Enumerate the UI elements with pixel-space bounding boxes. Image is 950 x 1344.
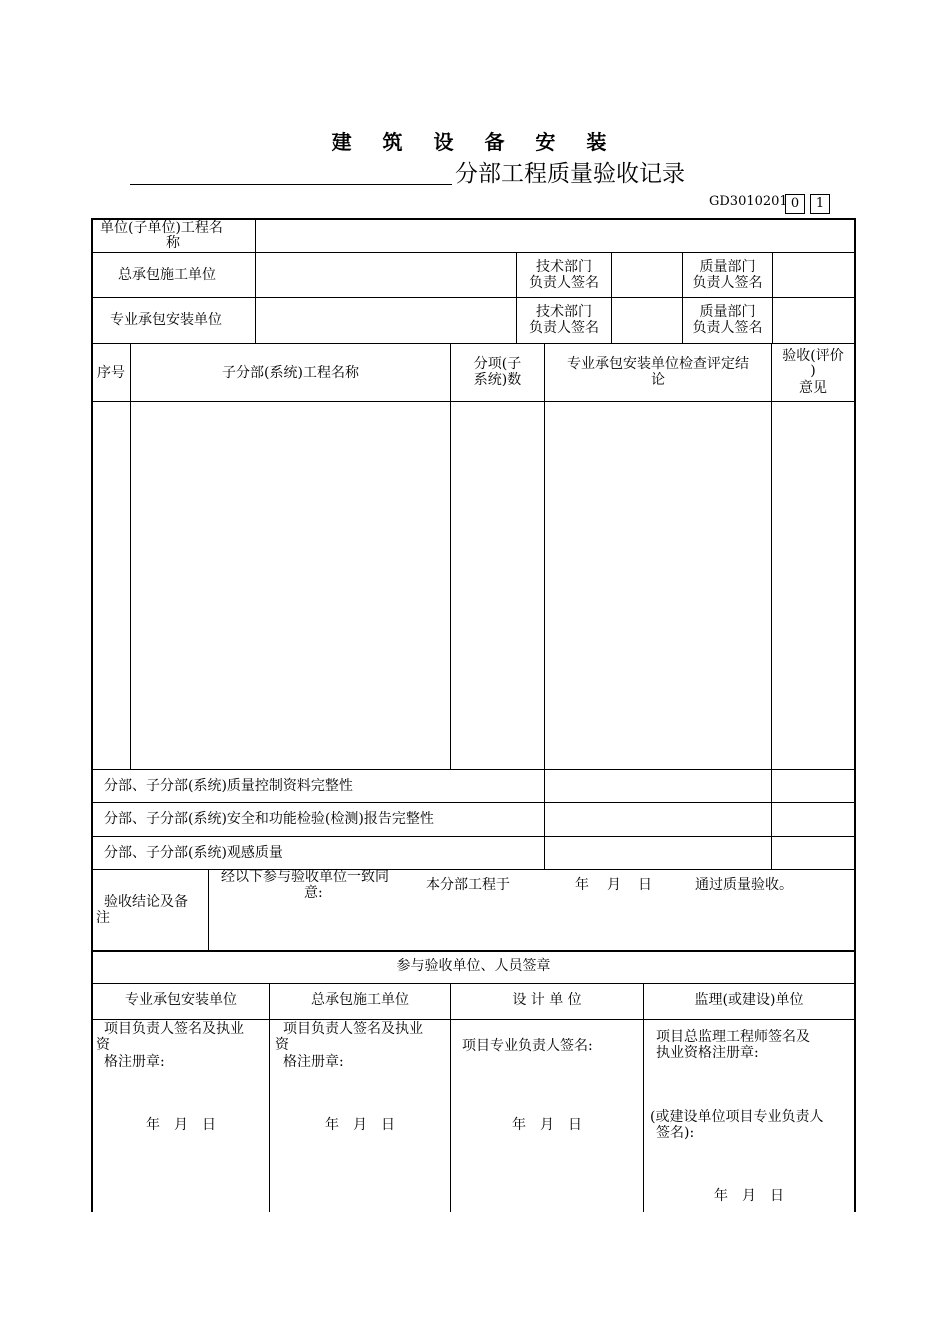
owner-sign-text-cont: 签名): bbox=[656, 1125, 695, 1141]
general-sign-text-cont2: 格注册章: bbox=[283, 1054, 344, 1070]
row-line bbox=[91, 401, 856, 402]
col-line bbox=[772, 252, 773, 344]
form-code: GD3010201 bbox=[709, 194, 788, 209]
col-title-specialty: 专业承包安装单位 bbox=[125, 992, 237, 1008]
row-line bbox=[91, 252, 856, 253]
specialty-contractor-label: 专业承包安装单位 bbox=[110, 312, 222, 328]
code-box-1: 0 bbox=[785, 194, 805, 214]
specialty-sign-text: 项目负责人签名及执业 bbox=[104, 1021, 244, 1037]
conclusion-text-cont: 意: bbox=[304, 885, 323, 901]
row-line bbox=[91, 297, 856, 298]
col-title-general: 总承包施工单位 bbox=[311, 992, 409, 1008]
row-line bbox=[91, 950, 856, 952]
col-line bbox=[544, 343, 545, 870]
conclusion-year: 年 bbox=[575, 877, 589, 893]
page-title: 分部工程质量验收记录 bbox=[455, 161, 685, 187]
tech-dept-label: 技术部门 bbox=[536, 259, 592, 275]
signature-section-title: 参与验收单位、人员签章 bbox=[396, 958, 551, 974]
conclusion-label: 验收结论及备 bbox=[104, 894, 188, 910]
date-supervision: 年 月 日 bbox=[714, 1188, 784, 1204]
row-line bbox=[91, 1019, 856, 1020]
general-sign-text: 项目负责人签名及执业 bbox=[283, 1021, 423, 1037]
conclusion-text: 经以下参与验收单位一致同 bbox=[221, 869, 389, 885]
col-line bbox=[450, 343, 451, 770]
quality-dept-sign-label: 负责人签名 bbox=[692, 275, 763, 291]
col-line bbox=[611, 252, 612, 344]
check-row-quality-docs: 分部、子分部(系统)质量控制资料完整性 bbox=[104, 778, 353, 794]
row-line bbox=[91, 836, 856, 837]
row-line bbox=[91, 869, 856, 870]
owner-sign-text: (或建设单位项目专业负责人 bbox=[650, 1109, 824, 1125]
col-line bbox=[269, 983, 270, 1212]
col-title-design: 设 计 单 位 bbox=[512, 992, 582, 1008]
supervision-sign-text: 项目总监理工程师签名及 bbox=[656, 1029, 810, 1045]
col-line bbox=[255, 219, 256, 344]
general-sign-text-cont: 资 bbox=[275, 1037, 289, 1053]
col-line bbox=[771, 343, 772, 870]
check-row-appearance: 分部、子分部(系统)观感质量 bbox=[104, 845, 283, 861]
quality-dept-label: 质量部门 bbox=[699, 259, 756, 275]
general-contractor-label: 总承包施工单位 bbox=[118, 267, 216, 283]
conclusion-text-end: 通过质量验收。 bbox=[695, 877, 793, 893]
col-line bbox=[130, 343, 131, 770]
sub-name-header: 子分部(系统)工程名称 bbox=[222, 365, 359, 381]
conclusion-day: 日 bbox=[638, 877, 652, 893]
col-line bbox=[643, 983, 644, 1212]
supervision-sign-text-cont: 执业资格注册章: bbox=[656, 1045, 759, 1061]
date-general: 年 月 日 bbox=[325, 1117, 395, 1133]
title-line-1: 建 筑 设 备 安 装 bbox=[331, 130, 619, 154]
opinion-header-cont2: 意见 bbox=[799, 380, 827, 396]
code-box-2: 1 bbox=[810, 194, 830, 214]
date-design: 年 月 日 bbox=[512, 1117, 582, 1133]
specialty-sign-text-cont2: 格注册章: bbox=[104, 1054, 165, 1070]
opinion-header: 验收(评价 bbox=[782, 348, 844, 364]
unit-name-label: 单位(子单位)工程名 bbox=[100, 220, 223, 236]
row-line bbox=[91, 802, 856, 803]
count-header: 分项(子 bbox=[473, 356, 522, 372]
date-specialty: 年 月 日 bbox=[146, 1117, 216, 1133]
quality-dept-label: 质量部门 bbox=[699, 304, 756, 320]
tech-dept-sign-label: 负责人签名 bbox=[529, 320, 599, 336]
specialty-sign-text-cont: 资 bbox=[96, 1037, 110, 1053]
count-header-cont: 系统)数 bbox=[473, 372, 522, 388]
eval-header-cont: 论 bbox=[651, 372, 665, 388]
row-line bbox=[91, 343, 856, 344]
table-right-border bbox=[854, 218, 856, 1212]
eval-header: 专业承包安装单位检查评定结 bbox=[567, 356, 749, 372]
quality-dept-sign-label: 负责人签名 bbox=[692, 320, 763, 336]
unit-name-label-cont: 称 bbox=[166, 235, 180, 251]
col-line bbox=[208, 869, 209, 951]
row-line bbox=[91, 983, 856, 984]
conclusion-text-date-intro: 本分部工程于 bbox=[426, 877, 510, 893]
tech-dept-sign-label: 负责人签名 bbox=[529, 275, 599, 291]
opinion-header-cont: ) bbox=[810, 363, 816, 379]
conclusion-label-cont: 注 bbox=[96, 910, 110, 926]
row-line bbox=[91, 769, 856, 770]
design-sign-text: 项目专业负责人签名: bbox=[462, 1038, 593, 1054]
conclusion-month: 月 bbox=[607, 877, 621, 893]
tech-dept-label: 技术部门 bbox=[536, 304, 592, 320]
seq-header: 序号 bbox=[97, 365, 125, 381]
check-row-safety-reports: 分部、子分部(系统)安全和功能检验(检测)报告完整性 bbox=[104, 811, 434, 827]
col-title-supervision: 监理(或建设)单位 bbox=[694, 992, 804, 1008]
title-underline bbox=[130, 184, 452, 185]
col-line bbox=[450, 983, 451, 1212]
